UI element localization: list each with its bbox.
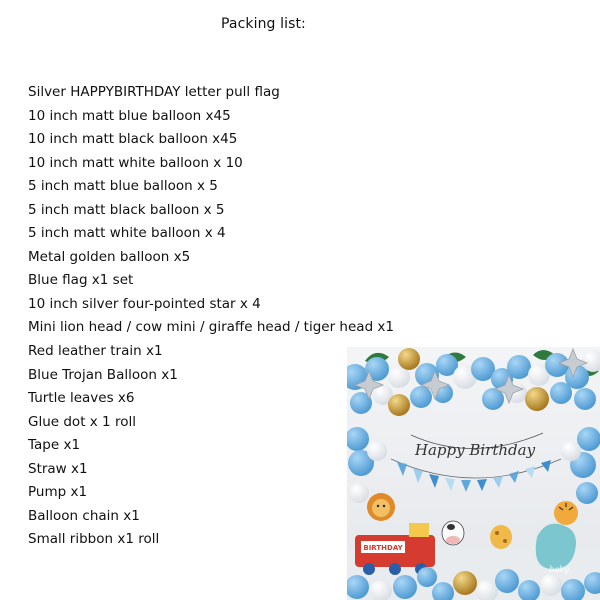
list-item: 10 inch matt black balloon x45 bbox=[28, 131, 238, 148]
list-item: 5 inch matt white balloon x 4 bbox=[28, 225, 226, 242]
list-item: Straw x1 bbox=[28, 460, 88, 477]
list-item: Blue flag x1 set bbox=[28, 272, 134, 289]
giraffe-head-balloon bbox=[490, 525, 512, 549]
cow-head-balloon bbox=[442, 521, 464, 545]
lion-head-balloon bbox=[367, 493, 395, 521]
list-item: Metal golden balloon x5 bbox=[28, 248, 191, 265]
product-photo bbox=[347, 347, 600, 600]
list-item: Turtle leaves x6 bbox=[28, 390, 135, 407]
train-label: BIRTHDAY bbox=[363, 544, 403, 552]
list-item: Pump x1 bbox=[28, 484, 88, 501]
list-item: 5 inch matt black balloon x 5 bbox=[28, 201, 225, 218]
list-item: 10 inch matt blue balloon x45 bbox=[28, 107, 231, 124]
list-item: 10 inch matt white balloon x 10 bbox=[28, 154, 243, 171]
party-decoration-illustration bbox=[347, 347, 600, 600]
list-item: Tape x1 bbox=[28, 437, 81, 454]
horse-label: baby bbox=[549, 565, 569, 574]
list-item: Glue dot x 1 roll bbox=[28, 413, 136, 430]
list-item: Blue Trojan Balloon x1 bbox=[28, 366, 178, 383]
list-item: 5 inch matt blue balloon x 5 bbox=[28, 178, 218, 195]
tiger-head-balloon bbox=[554, 501, 578, 525]
list-item: Silver HAPPYBIRTHDAY letter pull flag bbox=[28, 84, 280, 100]
packing-list bbox=[28, 81, 394, 552]
list-item: Mini lion head / cow mini / giraffe head / tiger head x1 bbox=[28, 319, 395, 336]
list-item: Red leather train x1 bbox=[28, 343, 163, 360]
list-item: 10 inch silver four-pointed star x 4 bbox=[28, 295, 261, 312]
happy-birthday-banner: Happy Birthday bbox=[414, 441, 536, 459]
list-item: Small ribbon x1 roll bbox=[28, 531, 160, 548]
packing-list-title: Packing list: bbox=[221, 16, 306, 32]
list-item: Balloon chain x1 bbox=[28, 507, 140, 524]
